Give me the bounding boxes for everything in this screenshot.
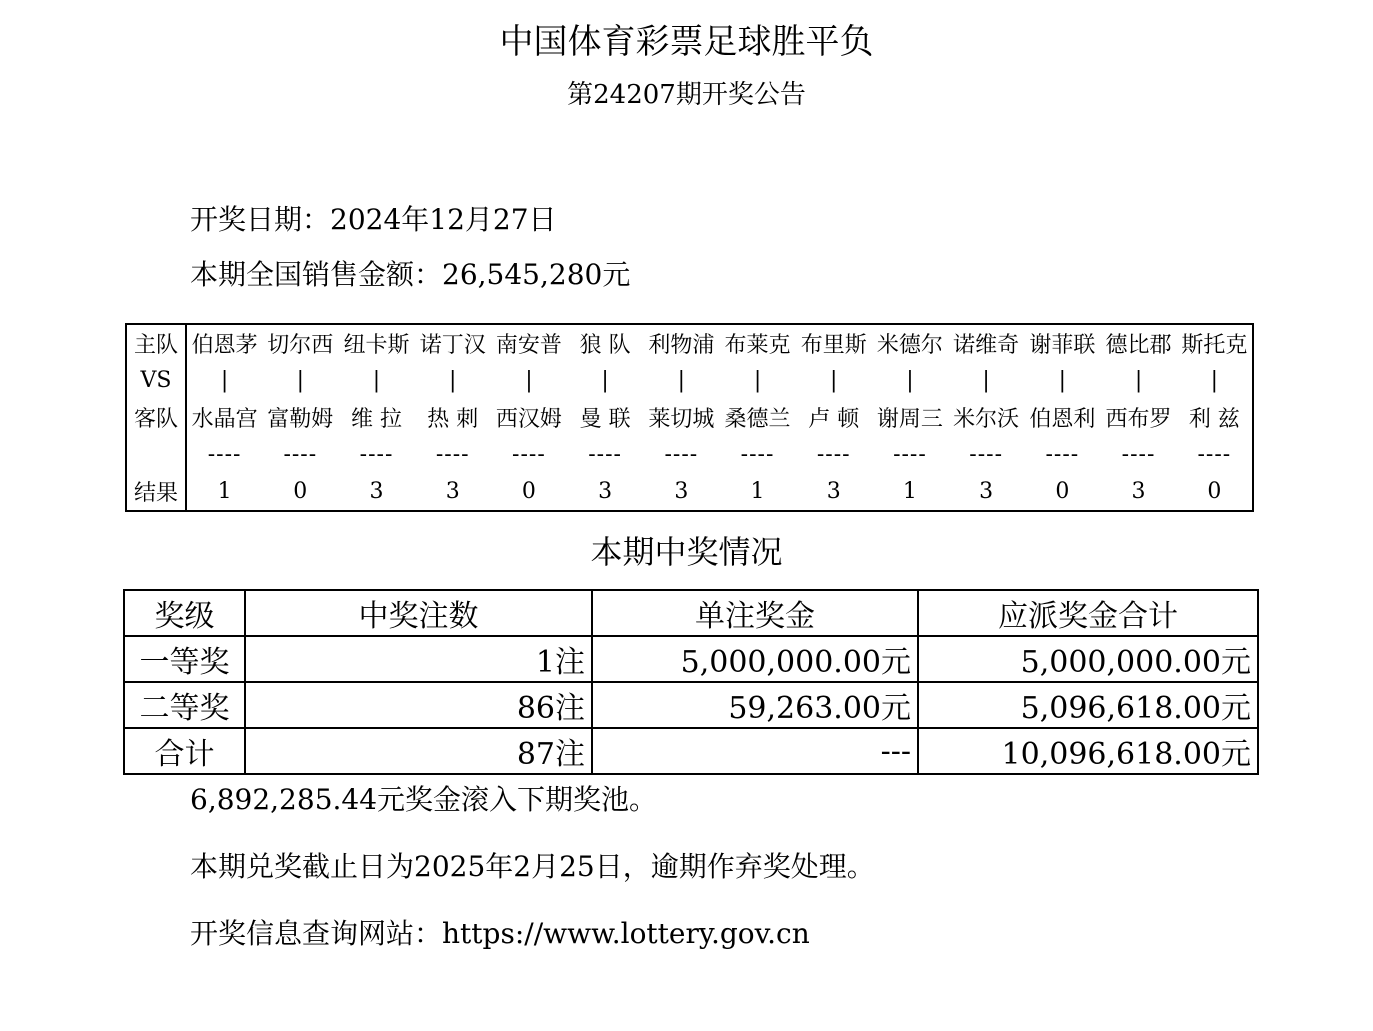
separator-dashes: ---- (740, 441, 775, 467)
separator-dashes: ---- (359, 441, 394, 467)
vs-mark: | (677, 367, 686, 393)
vs-mark: | (601, 367, 609, 393)
home-team: 布里斯 (800, 332, 867, 358)
separator-dashes: ---- (1121, 441, 1156, 467)
vs-mark: | (906, 367, 914, 393)
away-team: 桑德兰 (724, 406, 791, 432)
home-team: 谢菲联 (1029, 332, 1096, 358)
match-result: 3 (369, 479, 384, 504)
prize-count: 87注 (245, 728, 592, 774)
home-team: 切尔西 (267, 332, 334, 358)
prize-count: 86注 (245, 682, 592, 728)
vs-mark: | (525, 367, 533, 393)
away-team: 西汉姆 (495, 406, 562, 432)
separator-label-cell (126, 435, 186, 473)
match-result: 1 (750, 479, 765, 504)
match-result: 0 (1055, 479, 1070, 504)
website-note: 开奖信息查询网站：https://www.lottery.gov.cn (190, 917, 810, 950)
home-team: 利物浦 (648, 332, 715, 358)
home-team: 米德尔 (876, 332, 943, 358)
vs-mark: | (1210, 367, 1219, 393)
separator-row (126, 435, 1253, 473)
prize-unit: --- (592, 728, 918, 774)
prize-section-title: 本期中奖情况 (590, 533, 783, 571)
prize-row-first (124, 636, 1258, 682)
match-result: 0 (521, 479, 536, 504)
match-result: 0 (1207, 479, 1222, 504)
away-team: 曼 联 (579, 406, 631, 432)
prize-row-sum (124, 728, 1258, 774)
vs-mark: | (982, 367, 990, 393)
away-team: 水晶宫 (191, 406, 258, 432)
separator-dashes: ---- (512, 441, 546, 467)
result-label: 结果 (126, 473, 186, 511)
vs-mark: | (830, 367, 838, 393)
match-result: 1 (217, 479, 232, 504)
vs-mark: | (449, 367, 457, 393)
home-team: 伯恩茅 (191, 332, 258, 358)
vs-mark: | (220, 367, 229, 393)
home-team: 德比郡 (1105, 332, 1172, 358)
separator-dashes: ---- (1197, 441, 1232, 467)
separator-dashes: ---- (1045, 441, 1080, 467)
page-title: 中国体育彩票足球胜平负 (499, 22, 874, 62)
away-team: 谢周三 (876, 406, 943, 432)
prize-total: 5,000,000.00元 (918, 636, 1258, 682)
prize-unit: 5,000,000.00元 (592, 636, 918, 682)
result-row (126, 473, 1253, 511)
home-team: 诺丁汉 (419, 332, 486, 358)
rollover-note: 6,892,285.44元奖金滚入下期奖池。 (190, 783, 658, 816)
separator-dashes: ---- (816, 441, 851, 467)
draw-date: 开奖日期：2024年12月27日 (190, 203, 557, 236)
prize-header-row (124, 590, 1258, 636)
home-team: 斯托克 (1181, 332, 1248, 358)
prize-level: 合计 (124, 728, 245, 774)
away-team: 伯恩利 (1029, 406, 1096, 432)
sales-amount: 本期全国销售金额：26,545,280元 (190, 258, 631, 291)
prize-level: 二等奖 (124, 682, 245, 728)
home-team: 诺维奇 (953, 332, 1020, 358)
prize-total: 10,096,618.00元 (918, 728, 1258, 774)
away-team: 维 拉 (351, 406, 402, 432)
column-header-unit-prize: 单注奖金 (592, 590, 918, 636)
vs-mark: | (1134, 367, 1143, 393)
vs-mark: | (1058, 367, 1067, 393)
prize-level: 一等奖 (124, 636, 245, 682)
home-team: 纽卡斯 (343, 332, 410, 358)
away-team-row (126, 399, 1253, 435)
vs-mark: | (372, 367, 381, 393)
prize-unit: 59,263.00元 (592, 682, 918, 728)
home-team: 布莱克 (724, 332, 791, 358)
vs-row (126, 361, 1253, 399)
match-result: 1 (902, 479, 917, 504)
match-result: 3 (979, 479, 994, 504)
vs-mark: | (296, 367, 305, 393)
column-header-count: 中奖注数 (245, 590, 592, 636)
separator-dashes: ---- (207, 441, 242, 467)
separator-dashes: ---- (664, 441, 699, 467)
column-header-level: 奖级 (124, 590, 245, 636)
away-team: 热 刺 (427, 406, 479, 432)
prize-table (123, 589, 1259, 775)
away-team: 利 兹 (1188, 406, 1240, 432)
away-label: 客队 (126, 399, 186, 435)
vs-mark: | (753, 367, 762, 393)
column-header-total-prize: 应派奖金合计 (918, 590, 1258, 636)
match-result: 0 (293, 479, 308, 504)
match-result: 3 (1131, 479, 1146, 504)
prize-total: 5,096,618.00元 (918, 682, 1258, 728)
away-team: 富勒姆 (267, 406, 334, 432)
match-result: 3 (826, 479, 841, 504)
separator-dashes: ---- (435, 441, 470, 467)
issue-subtitle: 第24207期开奖公告 (567, 80, 806, 110)
separator-dashes: ---- (283, 441, 318, 467)
away-team: 西布罗 (1105, 406, 1172, 432)
home-team-row (126, 324, 1253, 361)
match-result: 3 (445, 479, 460, 504)
prize-row-second (124, 682, 1258, 728)
match-result: 3 (598, 479, 613, 504)
separator-dashes: ---- (893, 441, 927, 467)
home-team: 狼 队 (579, 332, 631, 358)
away-team: 米尔沃 (953, 406, 1020, 432)
prize-count: 1注 (245, 636, 592, 682)
vs-label: VS (126, 361, 186, 399)
home-label: 主队 (126, 324, 186, 361)
away-team: 卢 顿 (808, 406, 860, 432)
deadline-note: 本期兑奖截止日为2025年2月25日，逾期作弃奖处理。 (190, 850, 875, 883)
separator-dashes: ---- (969, 441, 1003, 467)
match-result: 3 (674, 479, 689, 504)
match-table (125, 323, 1254, 512)
home-team: 南安普 (495, 332, 562, 358)
separator-dashes: ---- (588, 441, 622, 467)
away-team: 莱切城 (648, 406, 715, 432)
